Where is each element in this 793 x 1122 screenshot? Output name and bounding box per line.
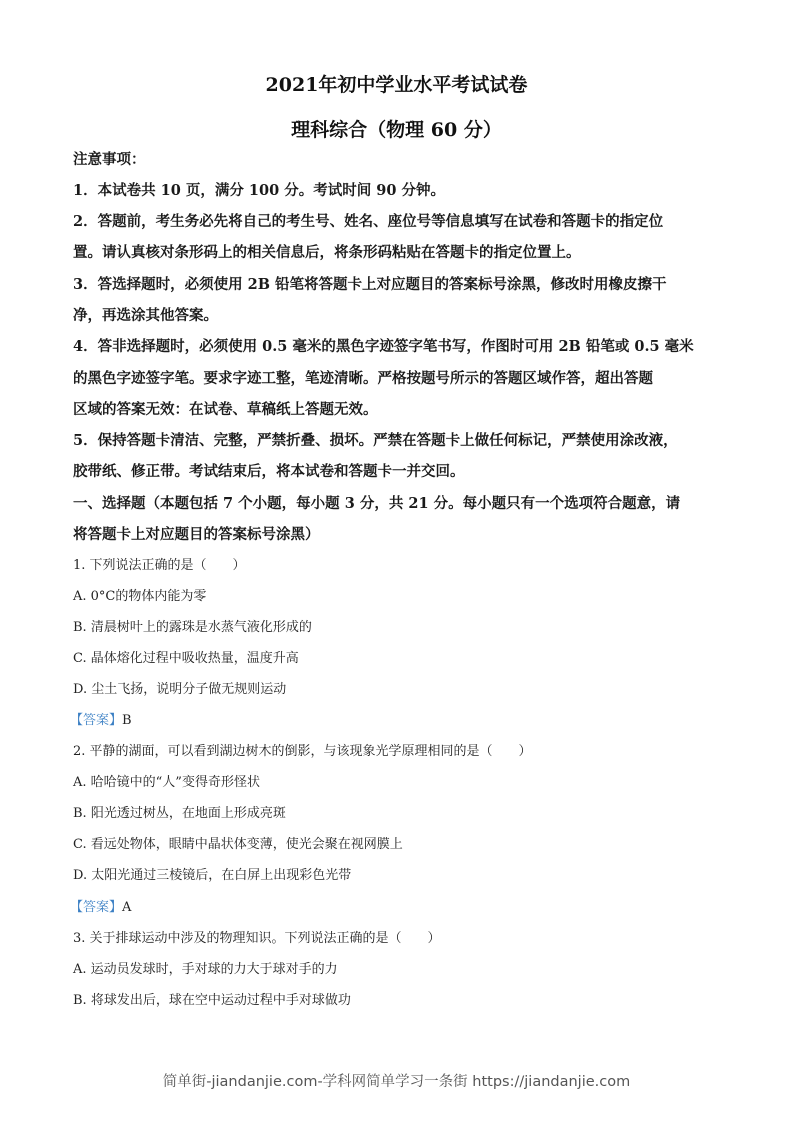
- question-option: A. 哈哈镜中的“人”变得奇形怪状: [73, 775, 260, 790]
- answer-row: [70, 899, 730, 917]
- notice-heading: 注意事项：: [73, 151, 146, 168]
- notice-line: 的黑色字迹签字笔。要求字迹工整，笔迹清晰。严格按题号所示的答题区域作答，超出答题: [73, 370, 653, 387]
- section-heading: 一、选择题（本题包括 7 个小题，每小题 3 分，共 21 分。每小题只有一个选项符合题意，请: [73, 495, 681, 512]
- question-option: B. 阳光透过树丛，在地面上形成亮斑: [73, 806, 286, 821]
- notice-line: 置。请认真核对条形码上的相关信息后，将条形码粘贴在答题卡的指定位置上。: [73, 244, 581, 261]
- footer-watermark: 简单街-jiandanjie.com-学科网简单学习一条街 https://jiandanjie.com: [162, 1074, 631, 1090]
- notice-line: 5．保持答题卡清洁、完整，严禁折叠、损坏。严禁在答题卡上做任何标记，严禁使用涂改液，: [73, 432, 678, 449]
- answer-value: B: [122, 713, 132, 728]
- question-stem: 1. 下列说法正确的是（ ）: [73, 558, 246, 573]
- section-heading-cont: 将答题卡上对应题目的答案标号涂黑）: [73, 526, 320, 543]
- notice-line: 1．本试卷共 10 页，满分 100 分。考试时间 90 分钟。: [73, 182, 445, 199]
- notice-line: 3．答选择题时，必须使用 2B 铅笔将答题卡上对应题目的答案标号涂黑，修改时用橡皮擦干: [73, 276, 667, 293]
- exam-subtitle: 理科综合（物理 60 分）: [291, 119, 502, 141]
- notice-line: 胶带纸、修正带。考试结束后，将本试卷和答题卡一并交回。: [73, 463, 465, 480]
- question-option: C. 晶体熔化过程中吸收热量，温度升高: [73, 651, 299, 666]
- answer-label: 【答案】: [70, 900, 123, 915]
- notice-line: 区域的答案无效：在试卷、草稿纸上答题无效。: [73, 401, 378, 418]
- question-option: D. 太阳光通过三棱镜后，在白屏上出现彩色光带: [73, 868, 352, 883]
- notice-line: 4．答非选择题时，必须使用 0.5 毫米的黑色字迹签字笔书写，作图时可用 2B 铅笔或 0.5 毫米: [73, 338, 694, 355]
- question-stem: 2. 平静的湖面，可以看到湖边树木的倒影，与该现象光学原理相同的是（ ）: [73, 744, 532, 759]
- question-option: A. 0°C的物体内能为零: [73, 589, 207, 604]
- question-option: D. 尘土飞扬，说明分子做无规则运动: [73, 682, 287, 697]
- question-option: B. 将球发出后，球在空中运动过程中手对球做功: [73, 993, 351, 1008]
- answer-value: A: [122, 900, 132, 915]
- question-option: C. 看远处物体，眼睛中晶状体变薄，使光会聚在视网膜上: [73, 837, 403, 852]
- question-option: A. 运动员发球时，手对球的力大于球对手的力: [73, 962, 338, 977]
- answer-label: 【答案】: [70, 713, 123, 728]
- question-option: B. 清晨树叶上的露珠是水蒸气液化形成的: [73, 620, 312, 635]
- answer-row: [70, 712, 730, 730]
- notice-line: 净，再选涂其他答案。: [73, 307, 218, 324]
- notice-line: 2．答题前，考生务必先将自己的考生号、姓名、座位号等信息填写在试卷和答题卡的指定位: [73, 213, 664, 230]
- exam-title: 2021年初中学业水平考试试卷: [265, 74, 528, 96]
- question-stem: 3. 关于排球运动中涉及的物理知识。下列说法正确的是（ ）: [73, 931, 441, 946]
